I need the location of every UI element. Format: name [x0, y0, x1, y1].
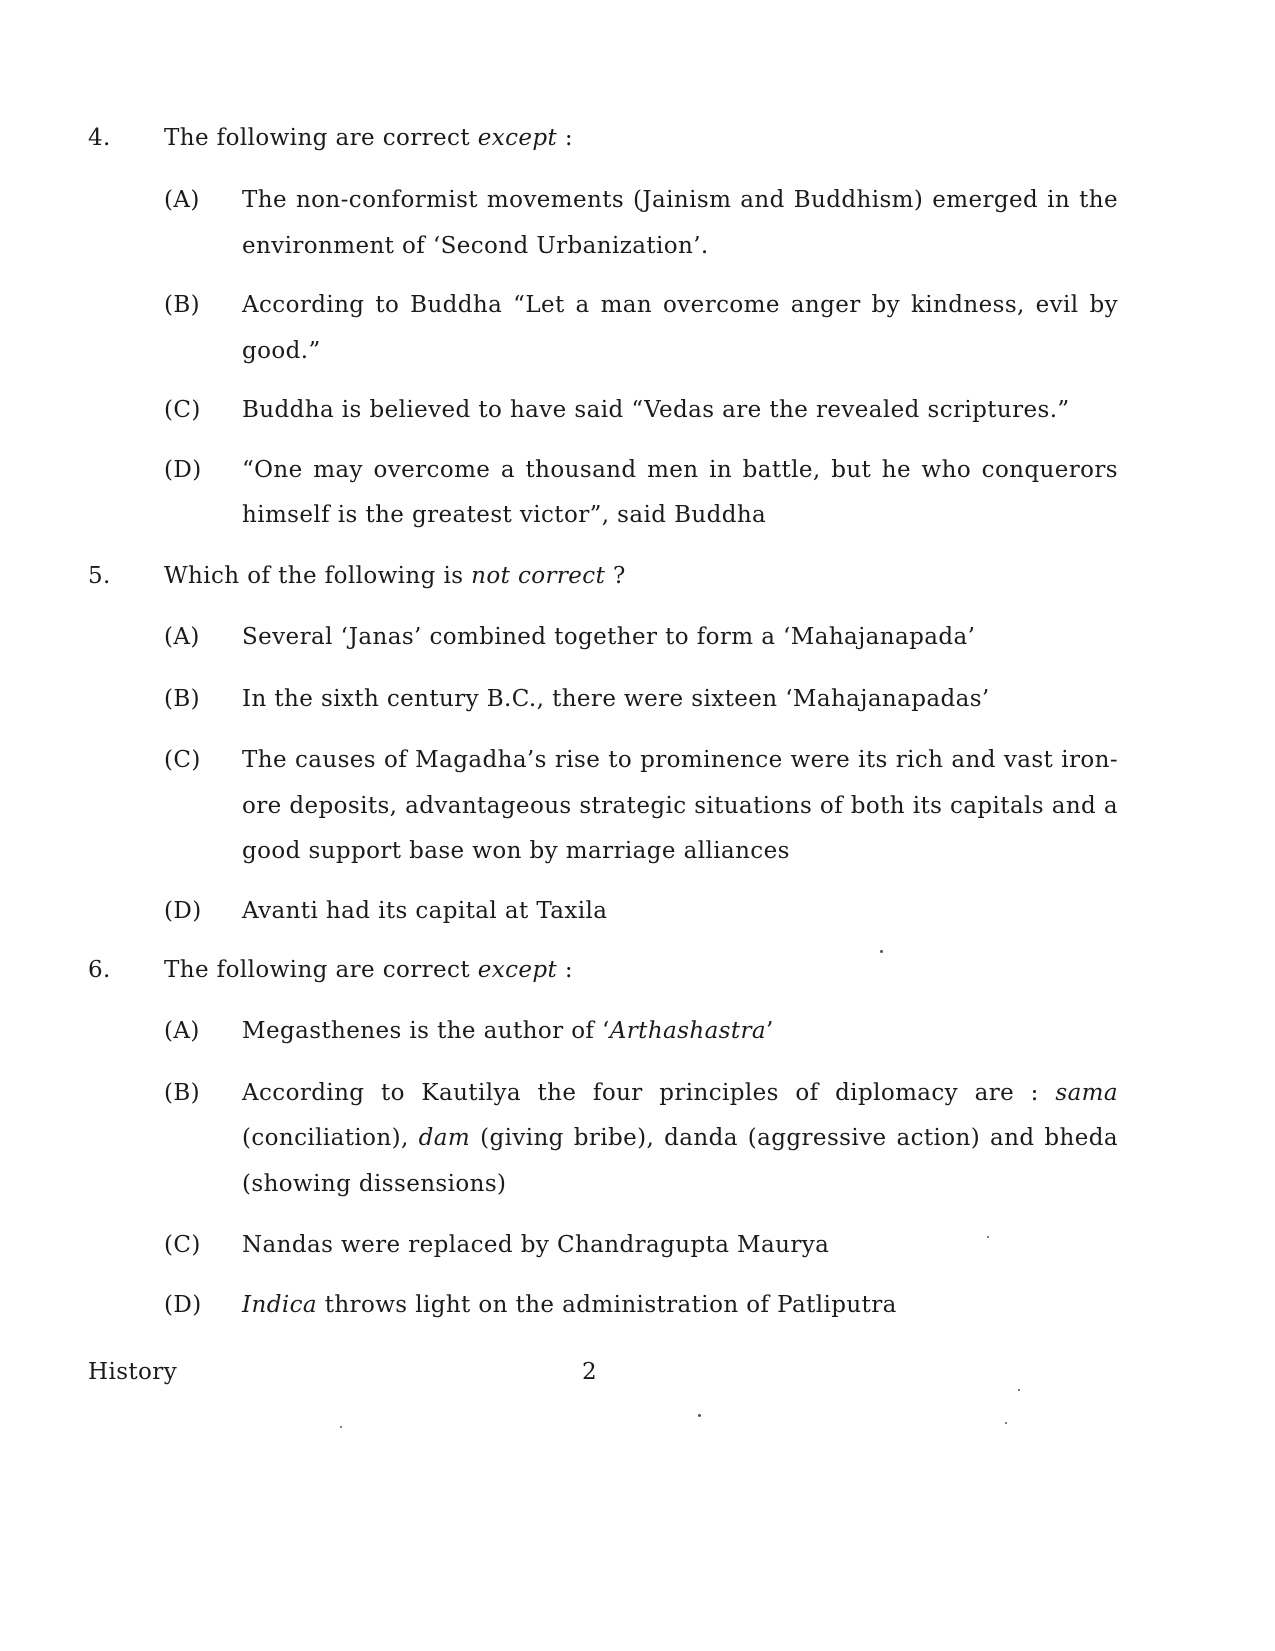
- option-text: The causes of Magadha’s rise to prominence were its rich and vast iron-ore deposits, advantageous strategic situations of both its capitals and a good support base won by marriage alliances: [242, 747, 1118, 864]
- scan-speck: [1005, 1422, 1007, 1424]
- option-label: (A): [164, 624, 200, 650]
- option-label: (B): [164, 292, 201, 318]
- option-text: In the sixth century B.C., there were sixteen ‘Mahajanapadas’: [242, 685, 990, 712]
- option-c: [164, 388, 1118, 434]
- option-d: [164, 448, 1118, 539]
- scan-speck: [340, 1426, 342, 1428]
- option-text: Buddha is believed to have said “Vedas are the revealed scriptures.”: [242, 397, 1070, 423]
- option-b: [164, 1071, 1118, 1208]
- option-text: Indica throws light on the administration of Patliputra: [242, 1291, 897, 1318]
- option-text: Nandas were replaced by Chandragupta Maurya: [242, 1232, 830, 1258]
- option-text: Megasthenes is the author of ‘Arthashastra’: [242, 1018, 774, 1044]
- scan-speck: [880, 950, 883, 953]
- option-d: [164, 889, 1118, 935]
- option-label: (B): [164, 1079, 201, 1106]
- option-a: [164, 178, 1118, 269]
- question-5: [88, 553, 1118, 934]
- option-a: [164, 1009, 1118, 1055]
- option-text: According to Kautilya the four principles of diplomacy are : sama (conciliation), dam (giving bribe), danda (aggressive action) and bheda (showing dissensions): [242, 1079, 1118, 1197]
- question-4: [88, 115, 1118, 539]
- question-6: [88, 947, 1118, 1328]
- option-label: (D): [164, 897, 202, 924]
- option-label: (D): [164, 1291, 202, 1318]
- option-text: According to Buddha “Let a man overcome anger by kindness, evil by good.”: [242, 292, 1118, 364]
- option-label: (B): [164, 685, 201, 712]
- option-a: [164, 615, 1118, 661]
- option-label: (A): [164, 187, 200, 213]
- question-number: 5.: [88, 563, 111, 589]
- option-b: [164, 677, 1118, 723]
- footer-page-number: 2: [582, 1359, 598, 1385]
- option-d: [164, 1283, 1118, 1329]
- option-text: The non-conformist movements (Jainism and Buddhism) emerged in the environment of ‘Second Urbanization’.: [242, 187, 1118, 259]
- option-label: (D): [164, 456, 202, 483]
- question-text: The following are correct except :: [164, 125, 574, 151]
- footer-subject: History: [88, 1359, 178, 1385]
- option-text: Avanti had its capital at Taxila: [242, 897, 608, 924]
- scan-speck: [698, 1414, 701, 1417]
- option-label: (C): [164, 747, 201, 773]
- option-b: [164, 283, 1118, 374]
- question-header: [88, 553, 1118, 599]
- question-text: The following are correct except :: [164, 957, 574, 983]
- option-label: (A): [164, 1018, 200, 1044]
- option-label: (C): [164, 397, 201, 423]
- question-header: [88, 947, 1118, 993]
- option-text: Several ‘Janas’ combined together to form a ‘Mahajanapada’: [242, 624, 976, 650]
- option-c: [164, 1223, 1118, 1269]
- question-text: Which of the following is not correct ?: [164, 563, 626, 589]
- question-number: 4.: [88, 125, 111, 151]
- option-c: [164, 738, 1118, 875]
- scan-speck: [987, 1236, 989, 1238]
- option-text: “One may overcome a thousand men in battle, but he who conquerors himself is the greatest victor”, said Buddha: [242, 456, 1118, 528]
- question-number: 6.: [88, 957, 111, 983]
- question-header: [88, 115, 1118, 161]
- option-label: (C): [164, 1232, 201, 1258]
- scan-speck: [1018, 1389, 1020, 1391]
